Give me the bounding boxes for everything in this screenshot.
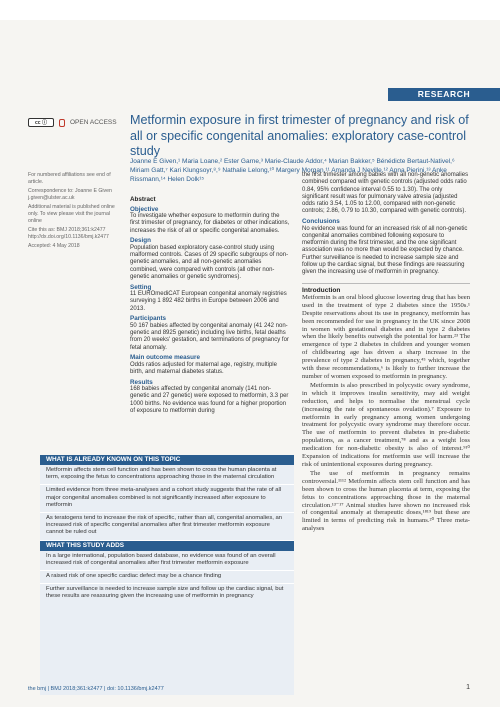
known-item: Limited evidence from three meta-analyses and a cohort study suggests that the rate of all major congenital anomalies combined is not significantly increased after exposure to metformin xyxy=(40,485,294,513)
known-item: Metformin affects stem cell function and has been shown to cross the human placenta at term, exposing the fetus to concentrations approaching those in the maternal circulation xyxy=(40,465,294,485)
accepted-date: Accepted: 4 May 2018 xyxy=(28,243,80,249)
intro-paragraph-1: Metformin is an oral blood glucose lowering drug that has been used in the treatment of type 2 diabetes since the 1950s.¹ Despite reservations about its use in pregnancy, metformin has been recommended for use in pregnancy in the UK since 2008 in women with gestational diabetes and in type 2 diabetes when the likely benefits outweigh the potential for harm.²³ The emergence of type 2 diabetes in children and younger women of childbearing age has driven a sharp increase in the prevalence of type 2 diabetes in pregnancy,⁴⁵ which, together with these recommendations,⁶ is likely to further increase the number of women exposed to metformin in pregnancy. xyxy=(302,293,470,381)
known-heading: WHAT IS ALREADY KNOWN ON THIS TOPIC xyxy=(40,455,294,465)
adds-heading: WHAT THIS STUDY ADDS xyxy=(40,541,294,551)
abstract-heading: Abstract xyxy=(130,196,156,203)
adds-item: A raised risk of one specific cardiac defect may be a chance finding xyxy=(40,571,294,584)
open-access-label: OPEN ACCESS xyxy=(70,119,117,126)
open-access-badge xyxy=(28,118,117,127)
summary-box xyxy=(40,455,294,695)
participants-heading: Participants xyxy=(130,315,167,323)
outcome-text: Odds ratios adjusted for maternal age, registry, multiple birth, and maternal diabetes status. xyxy=(130,361,277,376)
results-continued: the first trimester among babies with all non-genetic anomalies combined compared with genetic controls (adjusted odds ratio 0.84, 95% confidence interval 0.55 to 1.30). The only significant result was for pulmonary valve atresia (adjusted odds ratio 3.54, 1.05 to 12.00, compared with non-genetic controls; 2.86, 0.79 to 10.30, compared with genetic controls). xyxy=(302,172,469,215)
outcome-heading: Main outcome measure xyxy=(130,354,200,362)
affiliations-note: For numbered affiliations see end of article. xyxy=(28,172,111,185)
article-title: Metformin exposure in first trimester of pregnancy and risk of all or specific congenital anomalies: exploratory case-control study xyxy=(130,113,469,158)
right-column xyxy=(302,172,470,534)
citation[interactable]: Cite this as: BMJ 2018;361:k2477 http://dx.doi.org/10.1136/bmj.k2477 xyxy=(28,227,109,240)
intro-paragraph-3: The use of metformin in pregnancy remains controversial.¹¹¹² Metformin affects stem cell function and has been shown to cross the human placenta at term, exposing the fetus to concentrations approaching those in the maternal circulation.¹³⁻¹⁷ Animal studies have shown no increased risk of congenital anomaly at therapeutic doses,¹⁸¹⁹ but these are limited in terms of predicting risk in humans.²⁰ Three meta-analyses xyxy=(302,469,470,533)
introduction-heading: Introduction xyxy=(302,286,341,294)
section-label: RESEARCH xyxy=(388,88,500,101)
adds-item: In a large international, population based database, no evidence was found of an overall increased risk of congenital anomalies after first trimester metformin exposure xyxy=(40,551,294,571)
participants-text: 50 167 babies affected by congenital anomaly (41 242 non-genetic and 8925 genetic) including live births, fetal deaths from 20 weeks' gestation, and terminations of pregnancy for fetal anomaly. xyxy=(130,322,289,351)
objective-text: To investigate whether exposure to metformin during the first trimester of pregnancy, for diabetes or other indications, increases the risk of all or specific congenital anomalies. xyxy=(130,213,290,234)
sidebar-metadata xyxy=(28,172,120,252)
design-text: Population based exploratory case-control study using malformed controls. Cases of 29 specific subgroups of non-genetic anomalies, and all non-genetic anomalies combined, were compared with controls (all other non-genetic anomalies or genetic syndromes). xyxy=(130,244,289,280)
objective-heading: Objective xyxy=(130,205,159,213)
additional-material-note: Additional material is published online only. To view please visit the journal online xyxy=(28,204,115,224)
intro-paragraph-2: Metformin is also prescribed in polycystic ovary syndrome, in which it improves insulin sensitivity, may aid weight reduction, and helps to normalise the menstrual cycle (increasing the rate of spontaneous ovulation).⁷ Exposure to metformin in early pregnancy among women undergoing treatment for polycystic ovary syndrome may therefore occur. The use of metformin to prevent diabetes in pre-diabetic populations, as a cancer treatment,⁷⁸ and as a weight loss medication for non-diabetic obesity is also of interest.⁹¹⁰ Expansion of indications for metformin use will increase the risk of unintentional exposures during pregnancy. xyxy=(302,381,470,468)
divider xyxy=(302,283,470,284)
abstract-column xyxy=(130,196,290,416)
creative-commons-icon: cc ⓘ xyxy=(28,118,54,127)
conclusions-text: No evidence was found for an increased risk of all non-genetic congenital anomalies combined following exposure to metformin during the first trimester, and the one significant association was no more than would be expected by chance. Further surveillance is needed to increase sample size and follow up the cardiac signal, but these findings are reassuring given the increasing use of metformin in pregnancy. xyxy=(302,225,468,276)
design-heading: Design xyxy=(130,237,151,245)
correspondence[interactable]: Correspondence to: Joanne E Given j.given@ulster.ac.uk xyxy=(28,188,112,201)
footer-citation: the bmj | BMJ 2018;361:k2477 | doi: 10.1136/bmj.k2477 xyxy=(28,686,164,692)
top-margin xyxy=(0,0,500,20)
setting-text: 11 EUROmediCAT European congenital anomaly registries surveying 1 892 482 births in Europe between 2006 and 2013. xyxy=(130,291,287,312)
results-heading: Results xyxy=(130,378,153,386)
open-lock-icon xyxy=(59,119,65,127)
results-text: 168 babies affected by congenital anomaly (141 non-genetic and 27 genetic) were exposed to metformin, 3.3 per 1000 births. No evidence was found for a higher proportion of exposure to metformin during xyxy=(130,386,289,415)
conclusions-heading: Conclusions xyxy=(302,218,340,226)
page-number: 1 xyxy=(466,684,470,691)
author-list: Joanne E Given,¹ Maria Loane,² Ester Garne,³ Marie-Claude Addor,⁴ Marian Bakker,⁵ Bénédicte Bertaut-Nativel,⁶ Miriam Gatt,⁷ Kari Klungsoyr,⁸,⁹ Nathalie Lelong,¹⁰ Margery Morgan,¹¹ Amanda J Neville,¹² Anna Pierini,¹³ Anke Rissmann,¹⁴ Helen Dolk¹⁵ xyxy=(130,158,455,183)
adds-item: Further surveillance is needed to increase sample size and follow up the cardiac signal, but these results are reassuring given the increasing use of metformin in pregnancy xyxy=(46,586,284,600)
known-item: As teratogens tend to increase the risk of specific, rather than all, congenital anomalies, an increased risk of specific congenital anomalies after first trimester metformin exposure cannot be ruled out xyxy=(40,513,294,541)
setting-heading: Setting xyxy=(130,283,152,291)
